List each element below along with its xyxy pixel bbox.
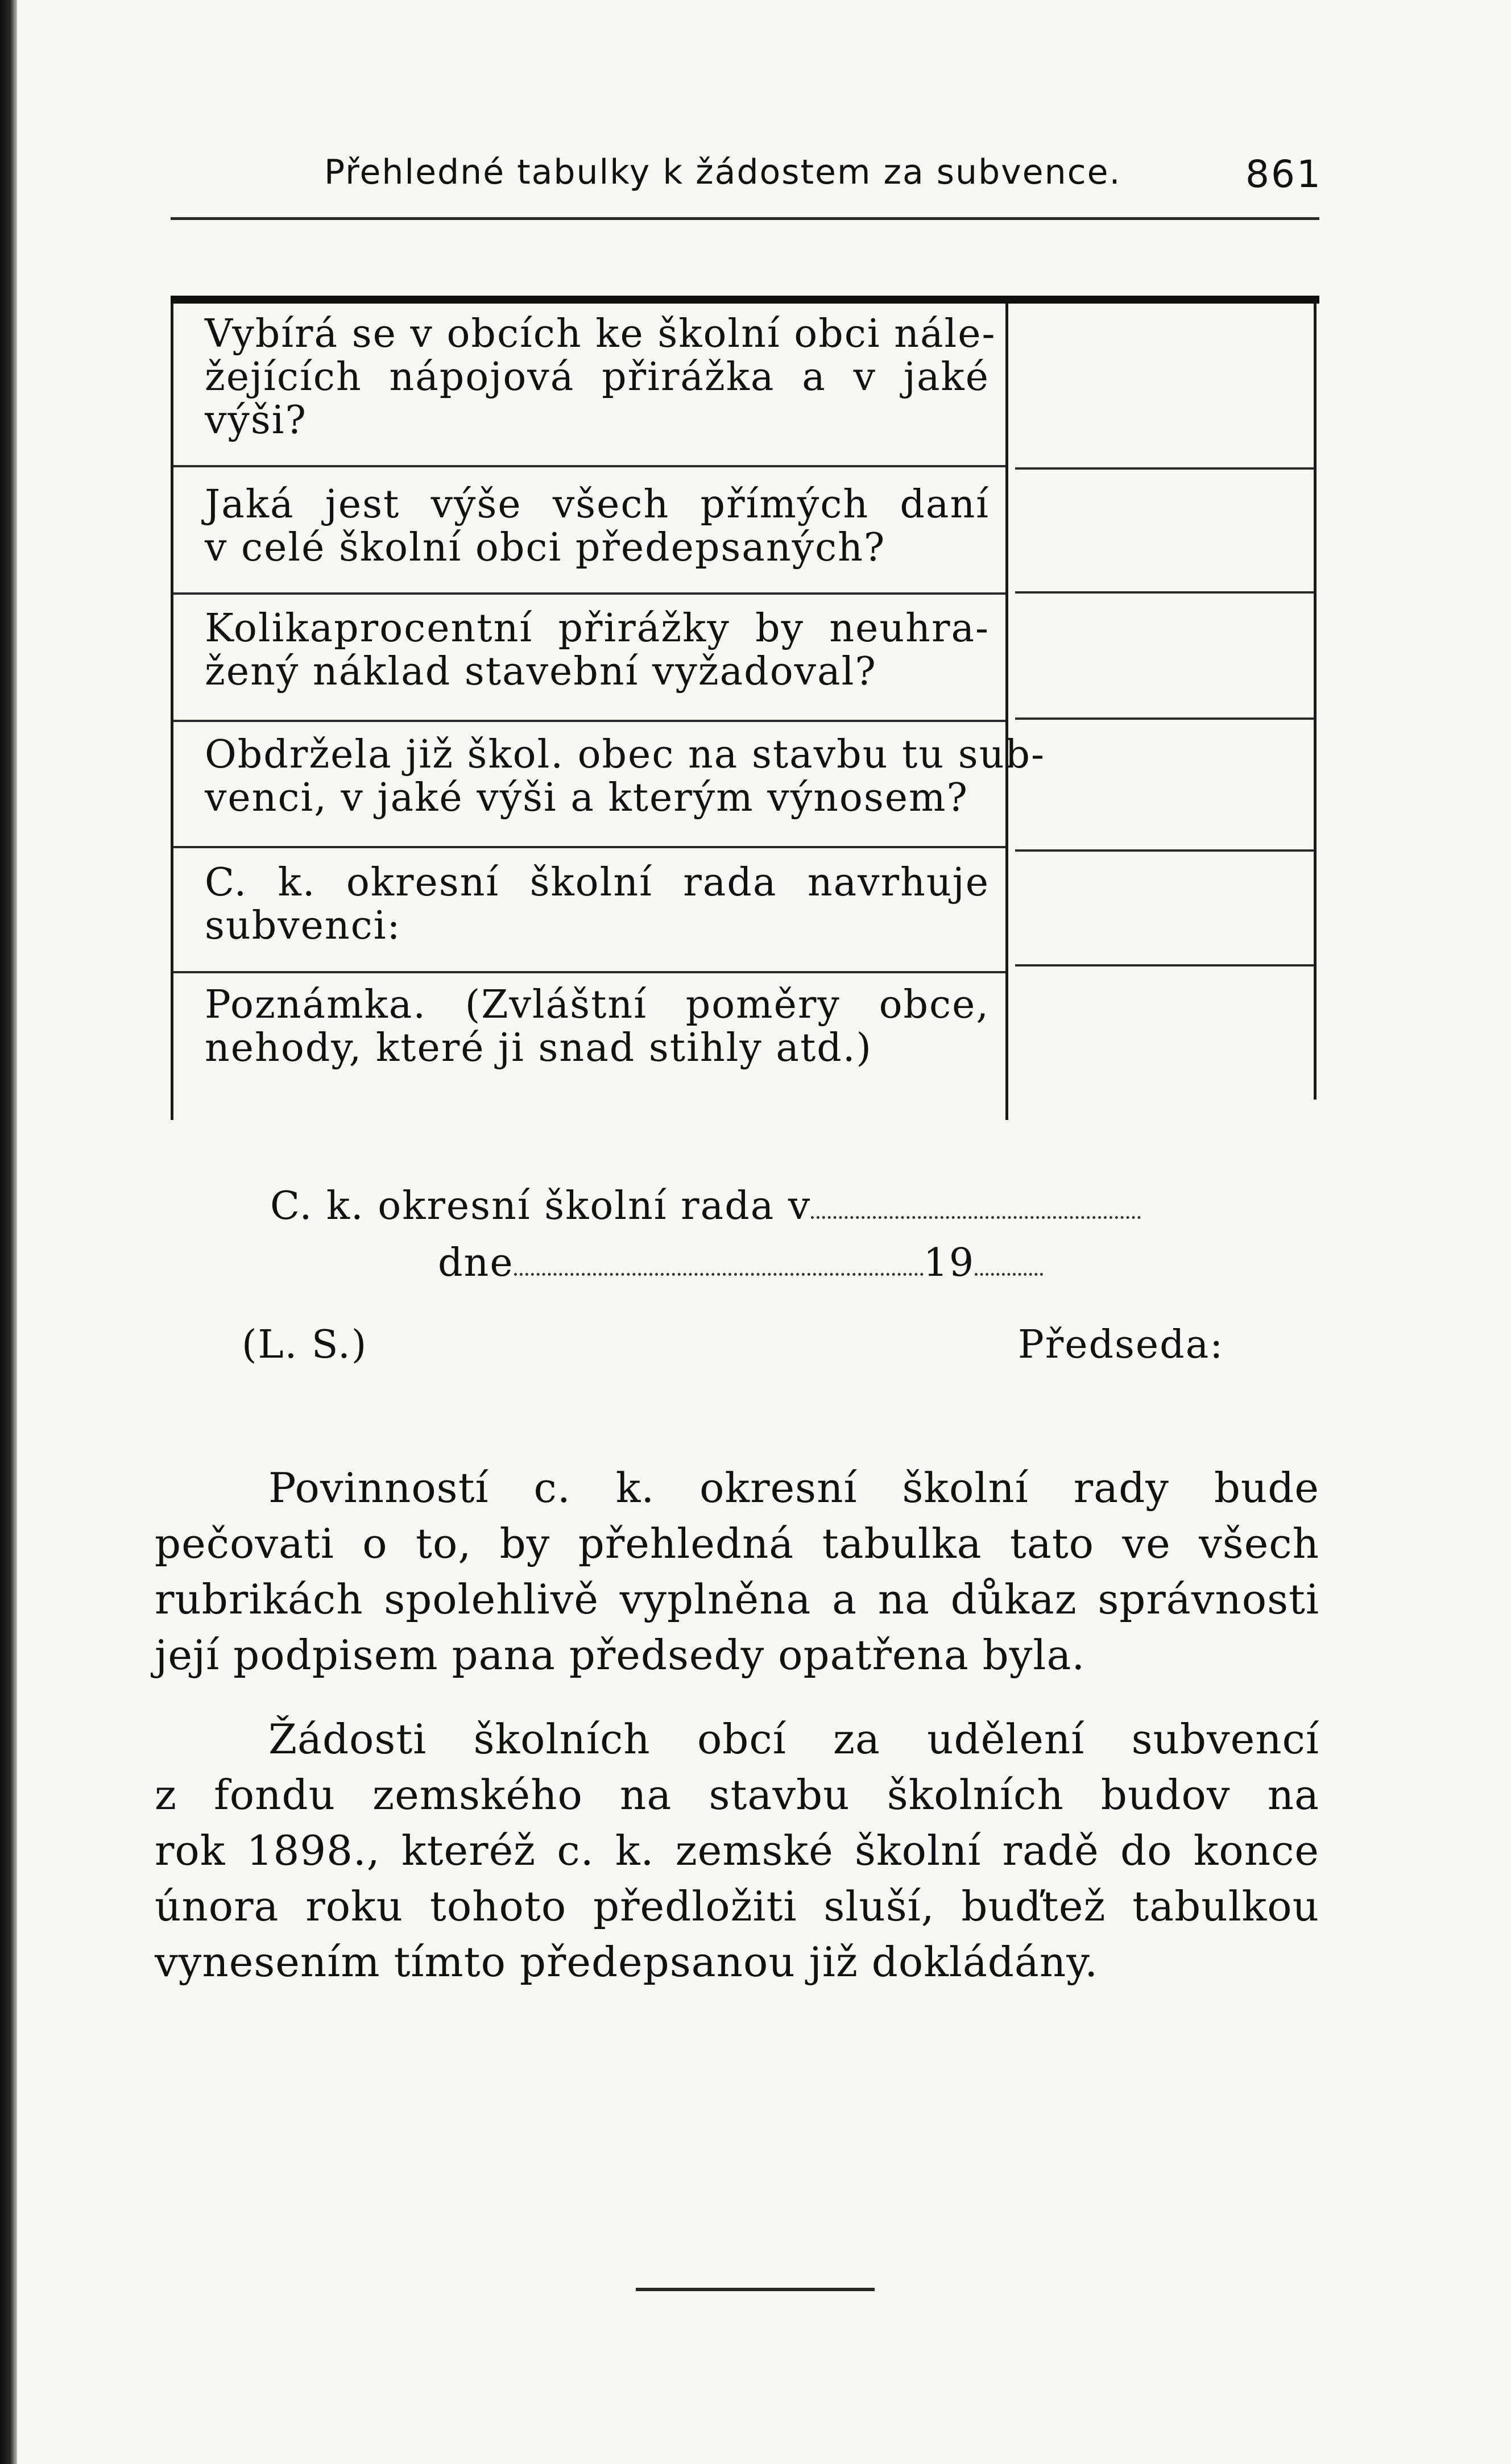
page-number: 861: [1245, 152, 1322, 196]
paragraph-line: rubrikách spolehlivě vyplněna a na důkaz správnosti: [155, 1575, 1319, 1623]
paragraph-duty: [155, 1460, 1319, 1683]
question-line: Poznámka. (Zvláštní poměry obce,: [205, 982, 990, 1027]
question-line: Obdržela již škol. obec na stavbu tu sub-: [205, 732, 1045, 777]
paragraph-line: pečovati o to, by přehledná tabulka tato ve všech: [155, 1520, 1319, 1567]
end-rule: [636, 2288, 875, 2291]
paragraph-applications: [155, 1711, 1319, 1990]
year-label: 19: [923, 1241, 975, 1285]
year-blank[interactable]: [975, 1263, 1043, 1276]
paragraph-line: vynesením tímto předepsanou již dokládány.: [155, 1938, 1099, 1986]
paragraph-line: rok 1898., kteréž c. k. zemské školní radě do konce: [155, 1827, 1319, 1874]
question-line: v celé školní obci předepsaných?: [205, 525, 886, 570]
question-line: C. k. okresní školní rada navrhuje: [205, 860, 990, 905]
question-line: Jaká jest výše všech přímých daní: [205, 482, 990, 527]
board-location-blank[interactable]: [811, 1206, 1141, 1219]
running-title: Přehledné tabulky k žádostem za subvence.: [324, 152, 1121, 192]
paragraph-line: její podpisem pana předsedy opatřena byla.: [155, 1631, 1086, 1679]
date-blank[interactable]: [514, 1263, 924, 1276]
paragraph-line: z fondu zemského na stavbu školních budov na: [155, 1771, 1319, 1819]
date-label: dne: [438, 1241, 514, 1285]
board-location-label: C. k. okresní školní rada v: [270, 1184, 812, 1229]
question-line: nehody, které ji snad stihly atd.): [205, 1026, 872, 1071]
chairman-label: Předseda:: [1018, 1322, 1224, 1367]
question-line: výši?: [205, 398, 307, 443]
paragraph-line: Žádosti školních obcí za udělení subvencí: [268, 1715, 1319, 1763]
question-line: žený náklad stavební vyžadoval?: [205, 649, 877, 694]
question-line: žejících nápojová přirážka a v jaké: [205, 355, 990, 400]
question-line: venci, v jaké výši a kterým výnosem?: [205, 775, 968, 820]
question-line: Kolikaprocentní přirážky by neuhra-: [205, 606, 990, 651]
seal-mark: (L. S.): [242, 1322, 368, 1367]
question-line: subvenci:: [205, 903, 401, 948]
paragraph-line: Povinností c. k. okresní školní rady bude: [268, 1464, 1319, 1512]
board-location-line: [270, 1184, 1141, 1229]
paragraph-line: února roku tohoto předložiti sluší, buďtež tabulkou: [155, 1882, 1319, 1930]
date-line: [438, 1241, 1043, 1285]
question-line: Vybírá se v obcích ke školní obci nále-: [205, 312, 996, 356]
